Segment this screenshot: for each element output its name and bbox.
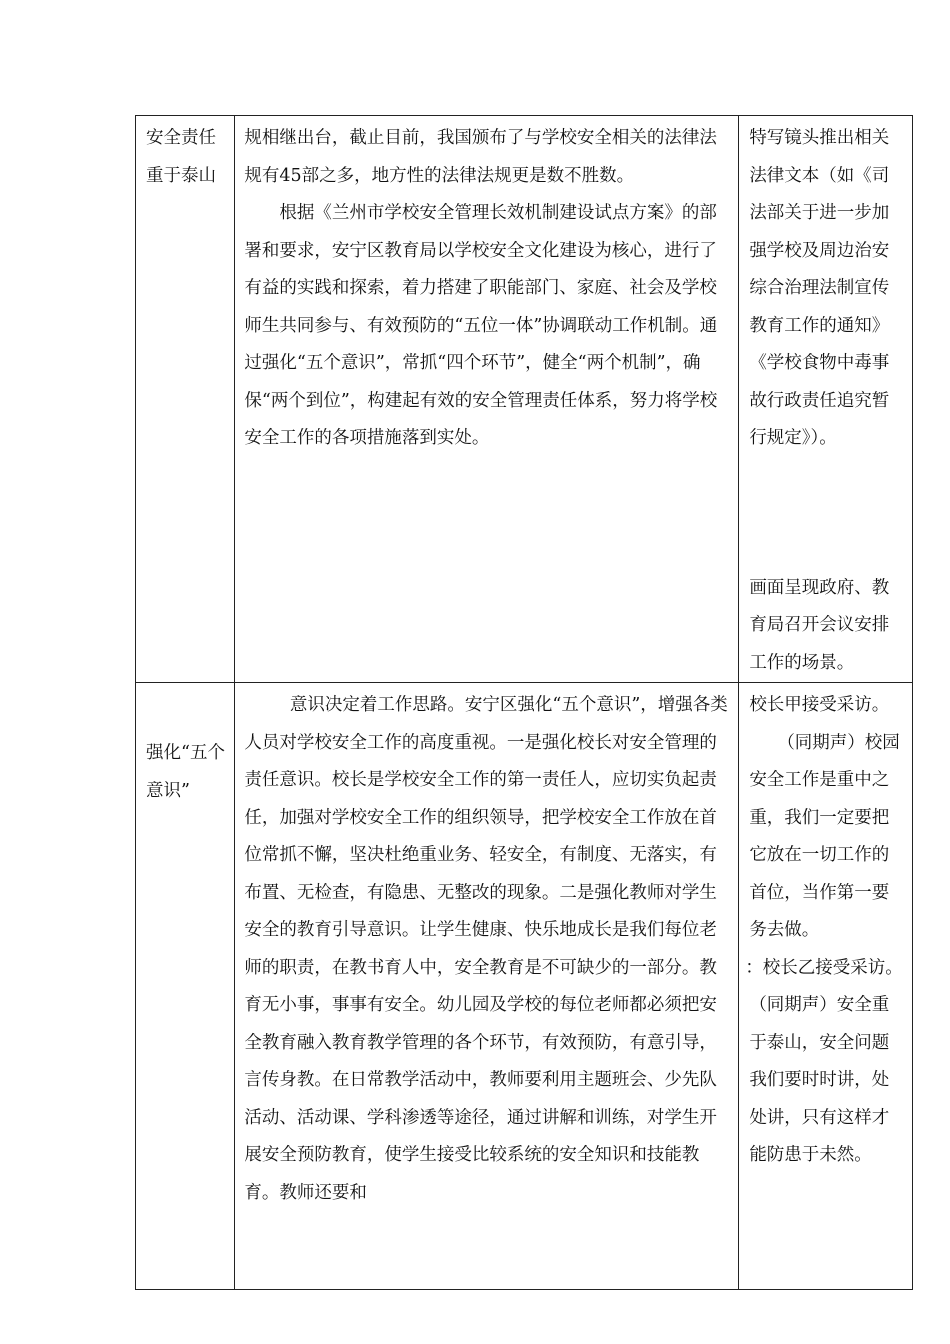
visual-note: 画面呈现政府、教育局召开会议安排工作的场景。	[749, 577, 890, 673]
topic-text: 安全责任重于泰山	[146, 128, 216, 186]
visual-note: ：校长乙接受采访。	[745, 957, 903, 978]
visual-note: （同期声）安全重于泰山，安全问题我们要时时讲，处处讲，只有这样才能防患于未然。	[749, 995, 890, 1165]
narration-cell	[235, 683, 739, 1290]
table-row	[136, 683, 913, 1290]
narration-paragraph: 规相继出台，截止目前，我国颁布了与学校安全相关的法律法规有45部之多，地方性的法律法规更是数不胜数。	[244, 128, 717, 186]
visual-cell	[739, 116, 913, 683]
visual-cell	[739, 683, 913, 1290]
table-row	[136, 116, 913, 683]
visual-note: 特写镜头推出相关法律文本（如《司法部关于进一步加强学校及周边治安综合治理法制宣传教育工作的通知》《学校食物中毒事故行政责任追究暂行规定》）。	[749, 128, 890, 448]
narration-paragraph: 根据《兰州市学校安全管理长效机制建设试点方案》的部署和要求，安宁区教育局以学校安全文化建设为核心，进行了有益的实践和探索，着力搭建了职能部门、家庭、社会及学校师生共同参与、有效预防的“五位一体”协调联动工作机制。通过强化“五个意识”，常抓“四个环节”，健全“两个机制”，确保“两个到位”，构建起有效的安全管理责任体系，努力将学校安全工作的各项措施落到实处。	[244, 203, 718, 448]
topic-text: 强化“五个意识”	[146, 743, 225, 801]
spacer	[749, 458, 906, 570]
topic-cell	[136, 116, 235, 683]
narration-cell	[235, 116, 739, 683]
visual-note: 校长甲接受采访。	[749, 695, 890, 715]
topic-cell	[136, 683, 235, 1290]
visual-note: （同期声）校园安全工作是重中之重，我们一定要把它放在一切工作的首位，当作第一要务去做。	[749, 732, 900, 940]
narration-paragraph: 意识决定着工作思路。安宁区强化“五个意识”，增强各类人员对学校安全工作的高度重视。一是强化校长对安全管理的责任意识。校长是学校安全工作的第一责任人，应切实负起责任，加强对学校安全工作的组织领导，把学校安全工作放在首位常抓不懈，坚决杜绝重业务、轻安全，有制度、无落实，有布置、无检查，有隐患、无整改的现象。二是强化教师对学生安全的教育引导意识。让学生健康、快乐地成长是我们每位老师的职责，在教书育人中，安全教育是不可缺少的一部分。教育无小事，事事有安全。幼儿园及学校的每位老师都必须把安全教育融入教育教学管理的各个环节，有效预防，有意引导，言传身教。在日常教学活动中，教师要利用主题班会、少先队活动、活动课、学科渗透等途径，通过讲解和训练，对学生开展安全预防教育，使学生接受比较系统的安全知识和技能教育。教师还要和	[244, 695, 728, 1203]
script-table	[135, 115, 913, 1290]
